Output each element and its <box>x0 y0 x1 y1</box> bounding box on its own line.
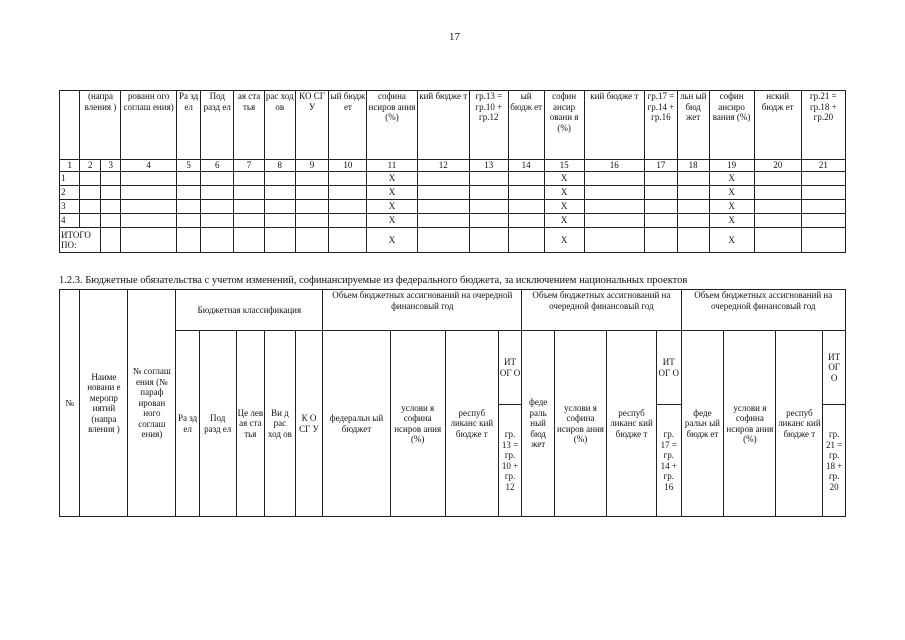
class-col-header: Под разд ел <box>199 331 236 517</box>
year2-federal-header: феде раль ный бюд жет <box>522 331 555 517</box>
header-cell: рованн ого соглаш ения) <box>121 91 176 160</box>
class-col-header: Ви д рас ход ов <box>265 331 296 517</box>
year3-federal-header: феде ральн ый бюдж ет <box>681 331 724 517</box>
year3-total-label: ИТ ОГ О <box>823 331 846 405</box>
year1-cofin-header: услови я софина нсиров ания (%) <box>390 331 445 517</box>
header-cell: Ра зд ел <box>176 91 201 160</box>
column-number: 13 <box>469 160 508 172</box>
header-cell: гр.13 = гр.10 + гр.12 <box>469 91 508 160</box>
header-cell: софин ансиро вания (%) <box>709 91 754 160</box>
number-column-header: № <box>60 290 80 517</box>
header-cell: гр.17 = гр.14 + гр.16 <box>645 91 678 160</box>
header-cell: нский бюдж ет <box>754 91 801 160</box>
total-label: ИТОГО ПО: <box>60 228 101 253</box>
header-cell: софин ансир овани я (%) <box>544 91 584 160</box>
column-number: 11 <box>367 160 417 172</box>
x-mark: X <box>544 200 584 214</box>
x-mark: X <box>709 172 754 186</box>
row-label: 1 <box>60 172 80 186</box>
x-mark: X <box>367 186 417 200</box>
column-number: 7 <box>234 160 265 172</box>
bottom-header-row-1 <box>60 290 846 331</box>
total-row <box>60 228 846 253</box>
table-row <box>60 200 846 214</box>
column-number: 14 <box>508 160 544 172</box>
top-table <box>59 90 846 253</box>
class-col-header: Це лев ая ста тья <box>236 331 265 517</box>
column-number: 20 <box>754 160 801 172</box>
header-cell: ый бюдж ет <box>329 91 367 160</box>
column-number: 12 <box>417 160 469 172</box>
classification-group-header: Бюджетная классификация <box>176 290 323 331</box>
x-mark: X <box>544 186 584 200</box>
x-mark: X <box>367 214 417 228</box>
column-number: 9 <box>295 160 329 172</box>
name-column-header: Наиме новани е меропр иятий (напра вления ) <box>80 290 128 517</box>
section-heading: 1.2.3. Бюджетные обязательства с учетом изменений, софинансируемые из федерального бюджета, за исключением национальных проектов <box>59 275 688 286</box>
x-mark: X <box>544 172 584 186</box>
x-mark: X <box>709 200 754 214</box>
column-number: 4 <box>121 160 176 172</box>
x-mark: X <box>367 200 417 214</box>
column-number-row <box>60 160 846 172</box>
year3-cofin-header: услови я софина нсиров ания (%) <box>724 331 776 517</box>
header-cell: гр.21 = гр.18 + гр.20 <box>801 91 845 160</box>
header-cell: софина нсиров ания (%) <box>367 91 417 160</box>
agreement-column-header: № соглаш ения (№ параф ирован ного соглаш ения) <box>128 290 176 517</box>
year2-group-header: Объем бюджетных ассигнований на очередной финансовый год <box>522 290 681 331</box>
year1-total-formula: гр. 13 = гр. 10 + гр. 12 <box>498 405 521 517</box>
x-mark: X <box>367 228 417 253</box>
year3-republic-header: респуб ликанс кий бюдже т <box>776 331 823 517</box>
header-cell: кий бюдже т <box>584 91 644 160</box>
table-row <box>60 214 846 228</box>
column-number: 17 <box>645 160 678 172</box>
column-number: 16 <box>584 160 644 172</box>
column-number: 15 <box>544 160 584 172</box>
x-mark: X <box>709 228 754 253</box>
x-mark: X <box>544 214 584 228</box>
row-label: 4 <box>60 214 80 228</box>
bottom-header-row-2 <box>60 331 846 405</box>
class-col-header: К О СГ У <box>295 331 323 517</box>
header-cell: ая ста тья <box>234 91 265 160</box>
header-cell: кий бюдже т <box>417 91 469 160</box>
column-number: 21 <box>801 160 845 172</box>
column-number: 2 <box>80 160 100 172</box>
column-number: 18 <box>677 160 709 172</box>
column-number: 19 <box>709 160 754 172</box>
header-cell <box>60 91 80 160</box>
x-mark: X <box>709 186 754 200</box>
column-number: 5 <box>176 160 201 172</box>
row-label: 2 <box>60 186 80 200</box>
header-cell: КО СГ У <box>295 91 329 160</box>
class-col-header: Ра зд ел <box>176 331 199 517</box>
page-number: 17 <box>449 31 460 43</box>
year2-total-formula: гр. 17 = гр. 14 + гр. 16 <box>657 405 682 517</box>
bottom-table <box>59 289 846 517</box>
x-mark: X <box>544 228 584 253</box>
year2-cofin-header: услови я софина нсиров ания (%) <box>554 331 606 517</box>
table-row <box>60 186 846 200</box>
year1-federal-header: федеральн ый бюджет <box>323 331 390 517</box>
top-table-header-row <box>60 91 846 160</box>
year2-total-label: ИТ ОГ О <box>657 331 682 405</box>
column-number: 3 <box>100 160 121 172</box>
header-cell: льн ый бюд жет <box>677 91 709 160</box>
year1-group-header: Объем бюджетных ассигнований на очередной финансовый год <box>323 290 522 331</box>
column-number: 8 <box>264 160 295 172</box>
x-mark: X <box>709 214 754 228</box>
year3-group-header: Объем бюджетных ассигнований на очередной финансовый год <box>681 290 846 331</box>
x-mark: X <box>367 172 417 186</box>
header-cell: (напра вления ) <box>80 91 121 160</box>
header-cell: рас ход ов <box>264 91 295 160</box>
year2-republic-header: респуб ликанс кий бюдже т <box>607 331 657 517</box>
year3-total-formula: гр. 21 = гр. 18 + гр. 20 <box>823 405 846 517</box>
row-label: 3 <box>60 200 80 214</box>
header-cell: ый бюдж ет <box>508 91 544 160</box>
column-number: 6 <box>201 160 234 172</box>
header-cell: Под разд ел <box>201 91 234 160</box>
column-number: 10 <box>329 160 367 172</box>
year1-total-label: ИТ ОГ О <box>498 331 521 405</box>
table-row <box>60 172 846 186</box>
year1-republic-header: респуб ликанс кий бюдже т <box>445 331 498 517</box>
column-number: 1 <box>60 160 80 172</box>
